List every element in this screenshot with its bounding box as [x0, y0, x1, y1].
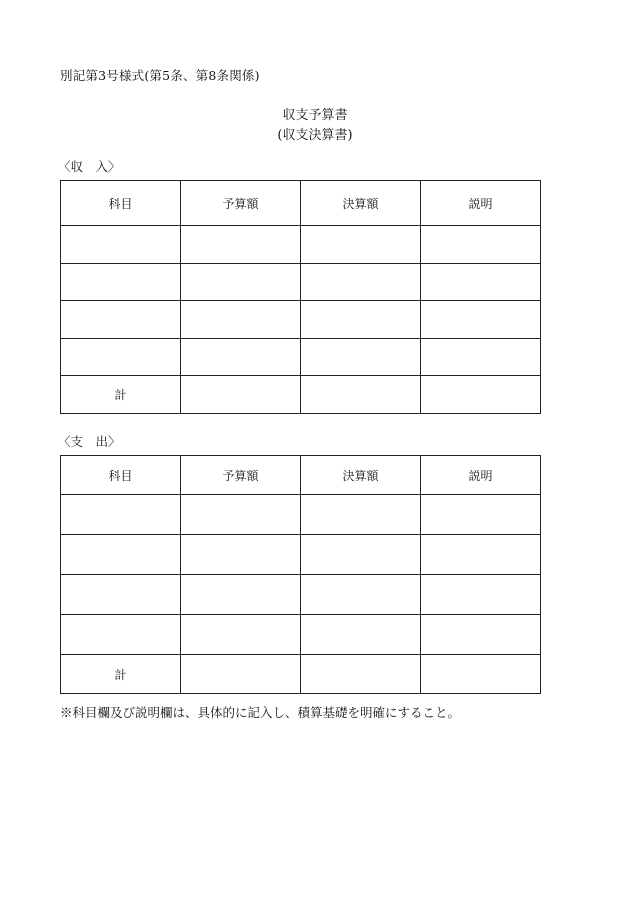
income-cell[interactable] — [61, 338, 181, 376]
expense-cell[interactable] — [301, 575, 421, 615]
expense-total-cell[interactable] — [421, 655, 541, 694]
expense-cell[interactable] — [181, 575, 301, 615]
income-header-subject: 科目 — [61, 181, 181, 226]
expense-cell[interactable] — [421, 535, 541, 575]
income-cell[interactable] — [421, 301, 541, 339]
income-cell[interactable] — [301, 338, 421, 376]
income-cell[interactable] — [61, 263, 181, 301]
expense-row — [61, 495, 541, 535]
income-header-row — [61, 181, 541, 226]
expense-header-budget: 予算額 — [181, 456, 301, 495]
expense-header-description: 説明 — [421, 456, 541, 495]
income-row — [61, 301, 541, 339]
expense-cell[interactable] — [61, 535, 181, 575]
expense-total-cell[interactable] — [181, 655, 301, 694]
income-total-cell[interactable] — [421, 376, 541, 414]
expense-cell[interactable] — [181, 535, 301, 575]
income-cell[interactable] — [181, 338, 301, 376]
expense-cell[interactable] — [61, 495, 181, 535]
expense-row — [61, 575, 541, 615]
footnote: ※科目欄及び説明欄は、具体的に記入し、積算基礎を明確にすること。 — [60, 705, 461, 720]
income-section-label: 〈収 入〉 — [58, 159, 121, 174]
income-cell[interactable] — [61, 226, 181, 264]
expense-cell[interactable] — [301, 615, 421, 655]
income-cell[interactable] — [181, 226, 301, 264]
document-subtitle: (収支決算書) — [277, 128, 353, 143]
income-header-settlement: 決算額 — [301, 181, 421, 226]
income-cell[interactable] — [301, 226, 421, 264]
form-reference: 別記第3号様式(第5条、第8条関係) — [60, 68, 260, 83]
expense-header-row — [61, 456, 541, 495]
income-cell[interactable] — [301, 301, 421, 339]
income-cell[interactable] — [301, 263, 421, 301]
expense-cell[interactable] — [421, 615, 541, 655]
expense-cell[interactable] — [421, 575, 541, 615]
income-header-budget: 予算額 — [181, 181, 301, 226]
expense-total-row — [61, 655, 541, 694]
income-row — [61, 263, 541, 301]
income-cell[interactable] — [421, 338, 541, 376]
expense-cell[interactable] — [301, 495, 421, 535]
expense-section-label: 〈支 出〉 — [58, 434, 121, 449]
expense-cell[interactable] — [301, 535, 421, 575]
income-total-cell[interactable] — [301, 376, 421, 414]
expense-header-subject: 科目 — [61, 456, 181, 495]
expense-row — [61, 615, 541, 655]
income-cell[interactable] — [181, 263, 301, 301]
income-total-label: 計 — [61, 376, 181, 414]
income-total-cell[interactable] — [181, 376, 301, 414]
expense-cell[interactable] — [61, 575, 181, 615]
expense-total-cell[interactable] — [301, 655, 421, 694]
income-cell[interactable] — [61, 301, 181, 339]
expense-cell[interactable] — [421, 495, 541, 535]
income-cell[interactable] — [181, 301, 301, 339]
expense-cell[interactable] — [181, 615, 301, 655]
income-row — [61, 226, 541, 264]
expense-row — [61, 535, 541, 575]
income-table — [60, 180, 541, 414]
income-cell[interactable] — [421, 226, 541, 264]
expense-header-settlement: 決算額 — [301, 456, 421, 495]
expense-cell[interactable] — [181, 495, 301, 535]
expense-table — [60, 455, 541, 694]
expense-cell[interactable] — [61, 615, 181, 655]
document-title: 収支予算書 — [282, 108, 348, 123]
income-header-description: 説明 — [421, 181, 541, 226]
income-cell[interactable] — [421, 263, 541, 301]
expense-total-label: 計 — [61, 655, 181, 694]
income-row — [61, 338, 541, 376]
income-total-row — [61, 376, 541, 414]
